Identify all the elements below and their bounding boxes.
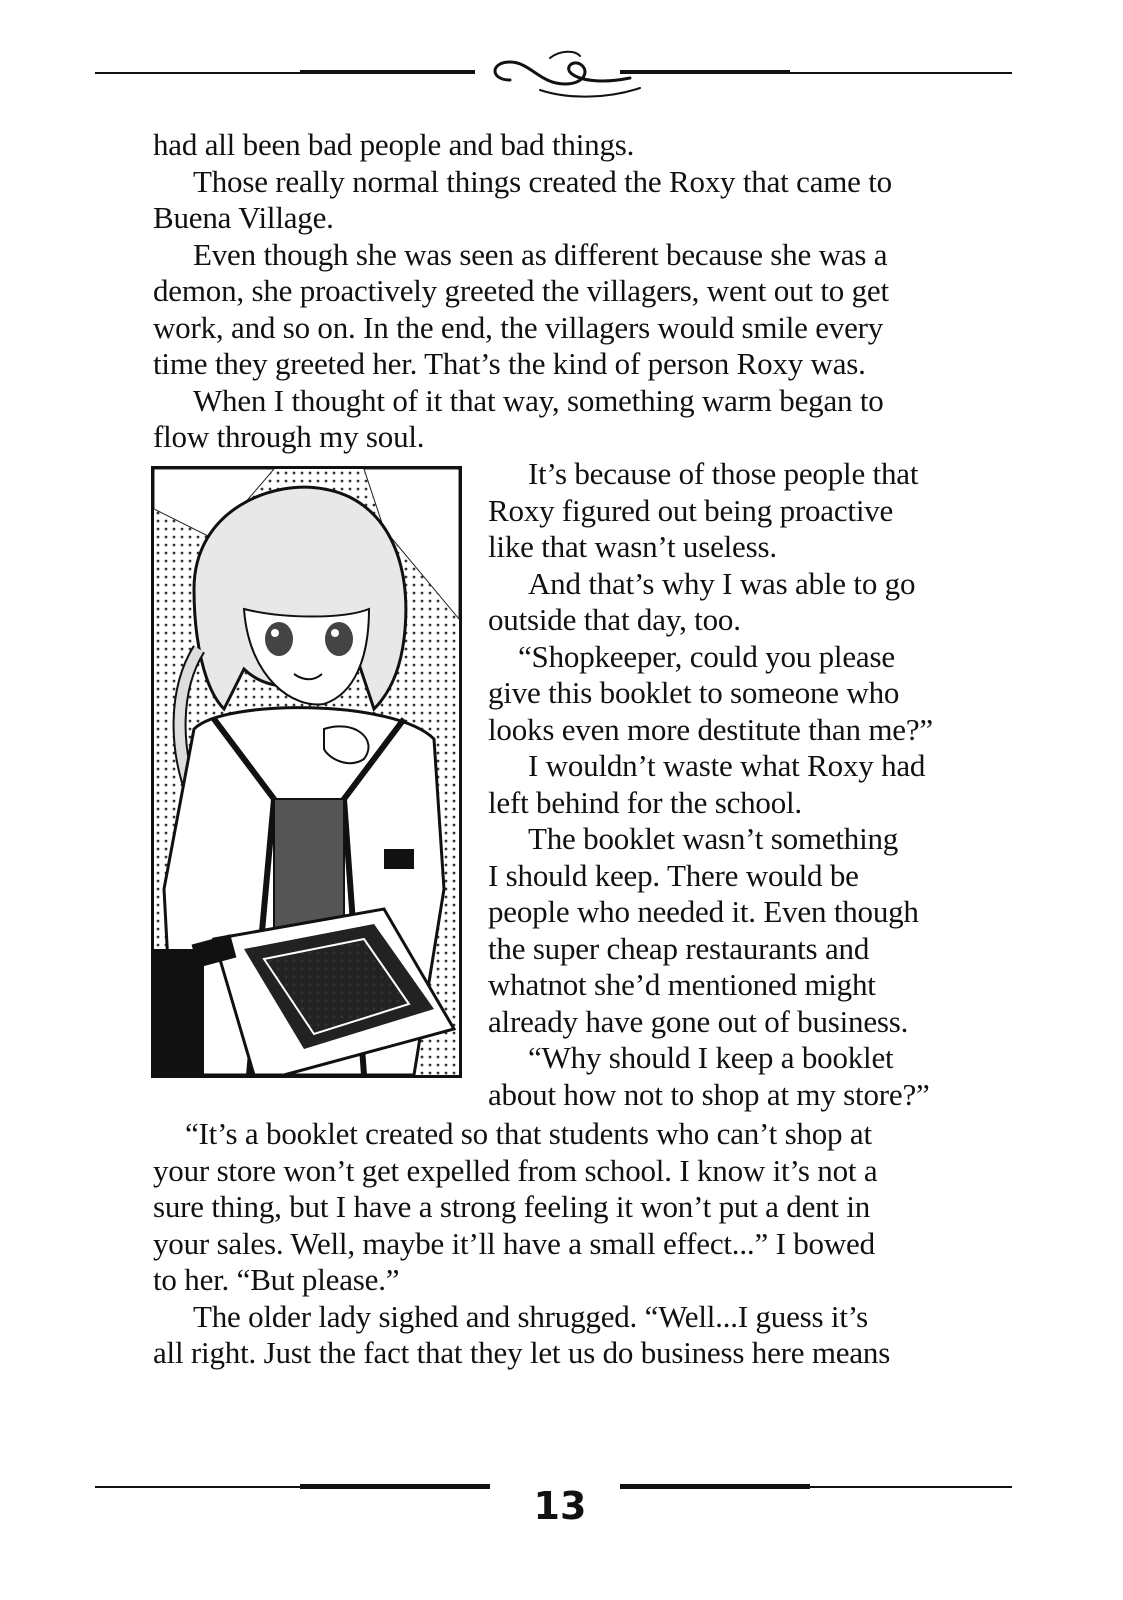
- text-line: had all been bad people and bad things.: [153, 127, 635, 162]
- text-line: Even though she was seen as different because she was a: [193, 237, 888, 272]
- text-line: looks even more destitute than me?”: [488, 712, 933, 747]
- text-line: “It’s a booklet created so that students who can’t shop at: [185, 1116, 872, 1151]
- text-line: It’s because of those people that: [528, 456, 919, 491]
- text-line: about how not to shop at my store?”: [488, 1077, 930, 1112]
- text-line: all right. Just the fact that they let us do business here means: [153, 1335, 891, 1370]
- text-line: the super cheap restaurants and: [488, 931, 870, 966]
- text-line: time they greeted her. That’s the kind of person Roxy was.: [153, 346, 866, 381]
- text-line: Those really normal things created the Roxy that came to: [193, 164, 892, 199]
- text-line: work, and so on. In the end, the villagers would smile every: [153, 310, 884, 345]
- header-rule-right: [620, 72, 1012, 74]
- text-line: whatnot she’d mentioned might: [488, 967, 876, 1002]
- text-line: to her. “But please.”: [153, 1262, 400, 1297]
- footer-rule-left-thick: [300, 1484, 490, 1489]
- text-line: Buena Village.: [153, 200, 334, 235]
- text-line: people who needed it. Even though: [488, 894, 919, 929]
- text-line: sure thing, but I have a strong feeling it won’t put a dent in: [153, 1189, 871, 1224]
- text-line: outside that day, too.: [488, 602, 741, 637]
- illustration: [151, 466, 462, 1078]
- page-number: 13: [533, 1484, 587, 1528]
- illustration-drawing: [154, 469, 459, 1075]
- text-line: Roxy figured out being proactive: [488, 493, 894, 528]
- text-line: And that’s why I was able to go: [528, 566, 916, 601]
- text-line: left behind for the school.: [488, 785, 802, 820]
- text-line: “Shopkeeper, could you please: [518, 639, 895, 674]
- text-line: The booklet wasn’t something: [528, 821, 899, 856]
- header-rule-left-thick: [300, 70, 475, 74]
- text-line: already have gone out of business.: [488, 1004, 909, 1039]
- text-line: like that wasn’t useless.: [488, 529, 777, 564]
- text-line: The older lady sighed and shrugged. “Well...I guess it’s: [193, 1299, 869, 1334]
- footer-rule-right: [620, 1486, 1012, 1488]
- text-line: your store won’t get expelled from school. I know it’s not a: [153, 1153, 878, 1188]
- text-line: flow through my soul.: [153, 419, 425, 454]
- text-line: When I thought of it that way, something warm began to: [193, 383, 884, 418]
- text-line: I wouldn’t waste what Roxy had: [528, 748, 926, 783]
- text-line: “Why should I keep a booklet: [528, 1040, 894, 1075]
- text-line: your sales. Well, maybe it’ll have a small effect...” I bowed: [153, 1226, 875, 1261]
- text-line: give this booklet to someone who: [488, 675, 900, 710]
- text-line: I should keep. There would be: [488, 858, 859, 893]
- text-line: demon, she proactively greeted the villagers, went out to get: [153, 273, 889, 308]
